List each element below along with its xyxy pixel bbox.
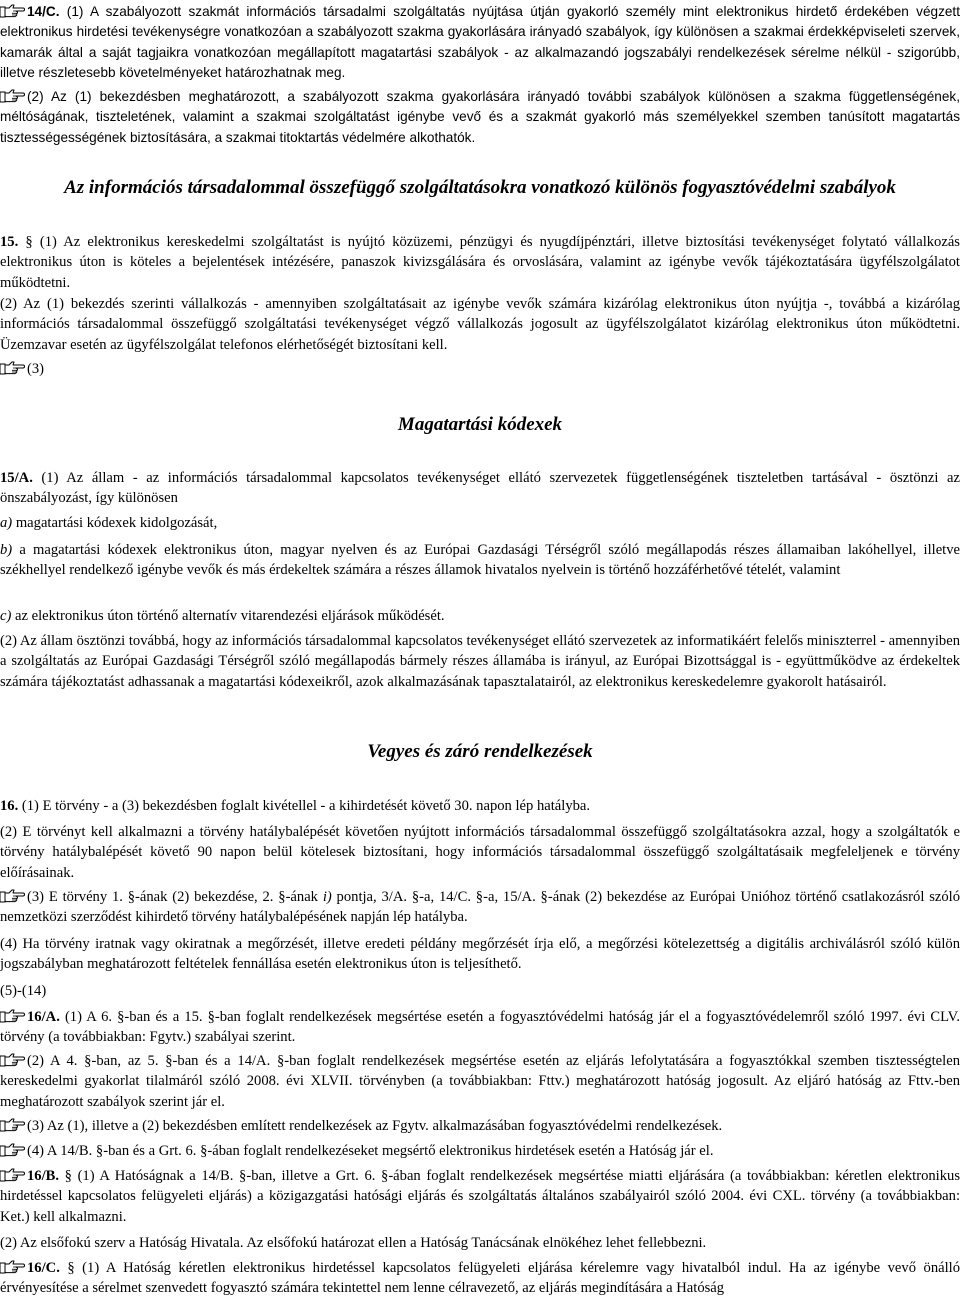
paragraph-16-5-14 <box>0 981 960 1001</box>
pointing-hand-icon <box>0 1168 25 1182</box>
paragraph-15-1 <box>0 232 960 293</box>
pointing-hand-icon <box>0 1143 25 1157</box>
paragraph-text: magatartási kódexek kidolgozását, <box>12 515 218 531</box>
point-c <box>0 606 960 626</box>
paragraph-16-4 <box>0 934 960 975</box>
point-letter: c) <box>0 608 12 624</box>
section-number: 16/B. <box>27 1168 60 1184</box>
paragraph-text: (3) E törvény 1. §-ának (2) bekezdése, 2. §-ának <box>27 889 323 905</box>
paragraph-15a-2 <box>0 631 960 692</box>
paragraph-text: § (1) A Hatóság kéretlen elektronikus hirdetéssel kapcsolatos felügyeleti eljárása kérelemre vagy hivatalból indul. Ha az igénybe vevő önálló érvényesítése a sérelmet szenvedett fogyasztó számára tekintettel nem lenne célravezető, az eljárás megindítására a Hatóság <box>0 1260 960 1297</box>
paragraph-16a-4 <box>0 1141 960 1161</box>
paragraph-text: § (1) Az elektronikus kereskedelmi szolgáltatást is nyújtó közüzemi, pénzügyi és nyugdíjpénztári, illetve biztosítási tevékenységet folytató vállalkozás elektronikus úton is köteles a bejelentések intézésére, panaszok kivizsgálására és orvoslására, valamint az igénybe vevők tájékoztatására ügyfélszolgálatot működtetni. <box>0 234 960 291</box>
paragraph-text: (5)-(14) <box>0 983 47 999</box>
paragraph-text: (1) Az állam - az információs társadalommal kapcsolatos tevékenységet ellátó szervezetek függetlenségének tiszteletben tartásával - ösztönzi az önszabályozást, így különösen <box>0 470 960 507</box>
paragraph-text: pontja, 3/A. §-a, 14/C. §-a, 15/A. §-ának (2) bekezdése az Európai Unióhoz történő csatlakozásról szóló nemzetközi szerződést kihirdető törvény hatálybalépésének napján lép hatályba. <box>0 889 960 926</box>
section-number: 16/A. <box>27 1009 60 1025</box>
section-number: 16/C. <box>27 1260 60 1276</box>
paragraph-text: (2) Az (1) bekezdés szerinti vállalkozás - amennyiben szolgáltatásait az igénybe vevők számára kizárólag elektronikus úton nyújtja -, továbbá a kizárólag információs társadalommal összefüggő szolgáltatási tevékenységet végző vállalkozás jogosult az ügyfélszolgálatot kizárólag elektronikus úton működtetni. Üzemzavar esetén az ügyfélszolgálat telefonos elérhetőségét biztosítani kell. <box>0 296 960 353</box>
paragraph-text: (3) Az (1), illetve a (2) bekezdésben említett rendelkezések az Fgytv. alkalmazásában fogyasztóvédelmi rendelkezések. <box>27 1118 723 1134</box>
paragraph-text: (2) A 4. §-ban, az 5. §-ban és a 14/A. §-ban foglalt rendelkezések megsértése esetén az eljárás lefolytatására a fogyasztókkal szemben tisztességtelen kereskedelmi gyakorlat tilalmáról szóló 2008. évi XLVII. törvényben (a továbbiakban: Fttv.) meghatározott hatóság jogosult. Az eljáró hatóság az Fttv.-ben meghatározott szabályok szerint jár el. <box>0 1053 960 1110</box>
pointing-hand-icon <box>0 1009 25 1023</box>
section-number: 15/A. <box>0 470 33 486</box>
point-letter: b) <box>0 542 13 558</box>
paragraph-text: (2) Az (1) bekezdésben meghatározott, a szabályozott szakma gyakorlására irányadó további szabályok különösen a szakma függetlenségének, méltóságának, tiszteletének, valamint a szakmai szolgáltatást igénybe vevő és a szakmát gyakorló más személyekkel szemben tanúsított magatartás tisztességességének biztosítására, a szakmai titoktartás védelmére alkothatók. <box>0 89 960 145</box>
paragraph-16a-2 <box>0 1051 960 1112</box>
paragraph-text: § (1) A Hatóságnak a 14/B. §-ban, illetve a Grt. 6. §-ában foglalt rendelkezések megsértése miatti eljárására (a továbbiakban: kéretlen elektronikus hirdetéssel kapcsolatos felügyeleti eljárás) a közigazgatási hatósági eljárás és szolgáltatás általános szabályairól szóló 2004. évi CXL. törvény (a továbbiakban: Ket.) kell alkalmazni. <box>0 1168 960 1225</box>
section-number: 16. <box>0 798 19 814</box>
section-heading-consumer-protection: Az információs társadalommal összefüggő szolgáltatásokra vonatkozó különös fogyasztóvédelmi szabályok <box>64 177 896 198</box>
pointing-hand-icon <box>0 4 25 18</box>
paragraph-15-3 <box>0 359 960 379</box>
paragraph-16a-3 <box>0 1116 960 1136</box>
paragraph-text: az elektronikus úton történő alternatív vitarendezési eljárások működését. <box>11 608 445 624</box>
paragraph-15a-1 <box>0 468 960 509</box>
point-letter: a) <box>0 515 13 531</box>
pointing-hand-icon <box>0 1260 25 1274</box>
point-a <box>0 513 960 533</box>
paragraph-text: a magatartási kódexek elektronikus úton, magyar nyelven és az Európai Gazdasági Térségről szóló megállapodás részes államaiban lakóhellyel, illetve székhellyel rendelkező igénybe vevők és más érdekeltek számára a részes államok hivatalos nyelvein is történő hozzáférhetővé tételét, valamint <box>0 542 960 579</box>
paragraph-16a-1 <box>0 1007 960 1048</box>
paragraph-14c-2 <box>0 87 960 148</box>
paragraph-14c-1 <box>0 2 960 83</box>
paragraph-16-2 <box>0 822 960 883</box>
paragraph-text: (4) A 14/B. §-ban és a Grt. 6. §-ában foglalt rendelkezéseket megsértő elektronikus hirdetések esetén a Hatóság jár el. <box>27 1143 714 1159</box>
paragraph-16b-1 <box>0 1166 960 1227</box>
pointing-hand-icon <box>0 889 25 903</box>
pointing-hand-icon <box>0 1118 25 1132</box>
section-number: 14/C. <box>27 4 60 19</box>
paragraph-15-2 <box>0 294 960 355</box>
paragraph-text: (2) Az elsőfokú szerv a Hatóság Hivatala. Az elsőfokú határozat ellen a Hatóság Tanácsának elnökéhez lehet fellebbezni. <box>0 1235 707 1251</box>
pointing-hand-icon <box>0 1053 25 1067</box>
paragraph-text: (1) E törvény - a (3) bekezdésben foglalt kivétellel - a kihirdetését követő 30. napon lép hatályba. <box>18 798 591 814</box>
point-b <box>0 540 960 581</box>
paragraph-16b-2 <box>0 1233 960 1253</box>
section-heading-final-provisions: Vegyes és záró rendelkezések <box>367 741 593 762</box>
pointing-hand-icon <box>0 361 25 375</box>
paragraph-text: (3) <box>27 361 45 377</box>
paragraph-16-3 <box>0 887 960 928</box>
paragraph-16-1 <box>0 796 960 816</box>
section-heading-codes-of-conduct: Magatartási kódexek <box>397 414 563 435</box>
paragraph-text: (1) A 6. §-ban és a 15. §-ban foglalt rendelkezések megsértése esetén a fogyasztóvédelmi hatóság jár el a fogyasztóvédelemről szóló 1997. évi CLV. törvény (a továbbiakban: Fgytv.) szabályai szerint. <box>0 1009 960 1046</box>
point-letter: i) <box>322 889 332 905</box>
paragraph-text: (2) E törvényt kell alkalmazni a törvény hatálybalépését követően nyújtott információs társadalommal összefüggő szolgáltatásokra azzal, hogy a szolgáltatók e törvény hatálybalépését követő 90 napon belül kötelesek biztosítani, hogy információs társadalommal összefüggő szolgáltatásaik megfeleljenek e törvény előírásainak. <box>0 824 960 881</box>
pointing-hand-icon <box>0 89 25 103</box>
paragraph-text: (2) Az állam ösztönzi továbbá, hogy az információs társadalommal kapcsolatos tevékenységet ellátó szervezetek az informatikáért felelős miniszterrel - amennyiben a szolgáltatás az Európai Gazdasági Térségről szóló megállapodás bármely részes államába is irányul, az Európai Bizottsággal is - együttműködve az érdekeltek számára tájékoztatást adhassanak a magatartási kódexeikről, azok alkalmazásának tapasztalatairól, az elektronikus kereskedelemre gyakorolt hatásairól. <box>0 633 960 690</box>
paragraph-text: (4) Ha törvény iratnak vagy okiratnak a megőrzését, illetve eredeti példány megőrzését írja elő, a megőrzési kötelezettség a digitális archiválásról szóló külön jogszabályban meghatározott feltételek fennállása esetén elektronikus úton is teljesíthető. <box>0 936 960 973</box>
paragraph-text: (1) A szabályozott szakmát információs társadalmi szolgáltatás nyújtása útján gyakorló személy mint elektronikus hirdető érdekében végzett elektronikus hirdetési tevékenységre vonatkozóan a szabályozott szakma gyakorlására irányadó szabályok, így különösen a szakmai érdekképviseleti szervek, kamarák által a saját tagjaikra vonatkozóan megállapított magatartási szabályok - az alkalmazandó jogszabályi rendelkezések sérelme nélkül - szigorúbb, illetve részletesebb követelményeket határozhatnak meg. <box>0 4 960 80</box>
section-number: 15. <box>0 234 19 250</box>
paragraph-16c-1 <box>0 1258 960 1299</box>
